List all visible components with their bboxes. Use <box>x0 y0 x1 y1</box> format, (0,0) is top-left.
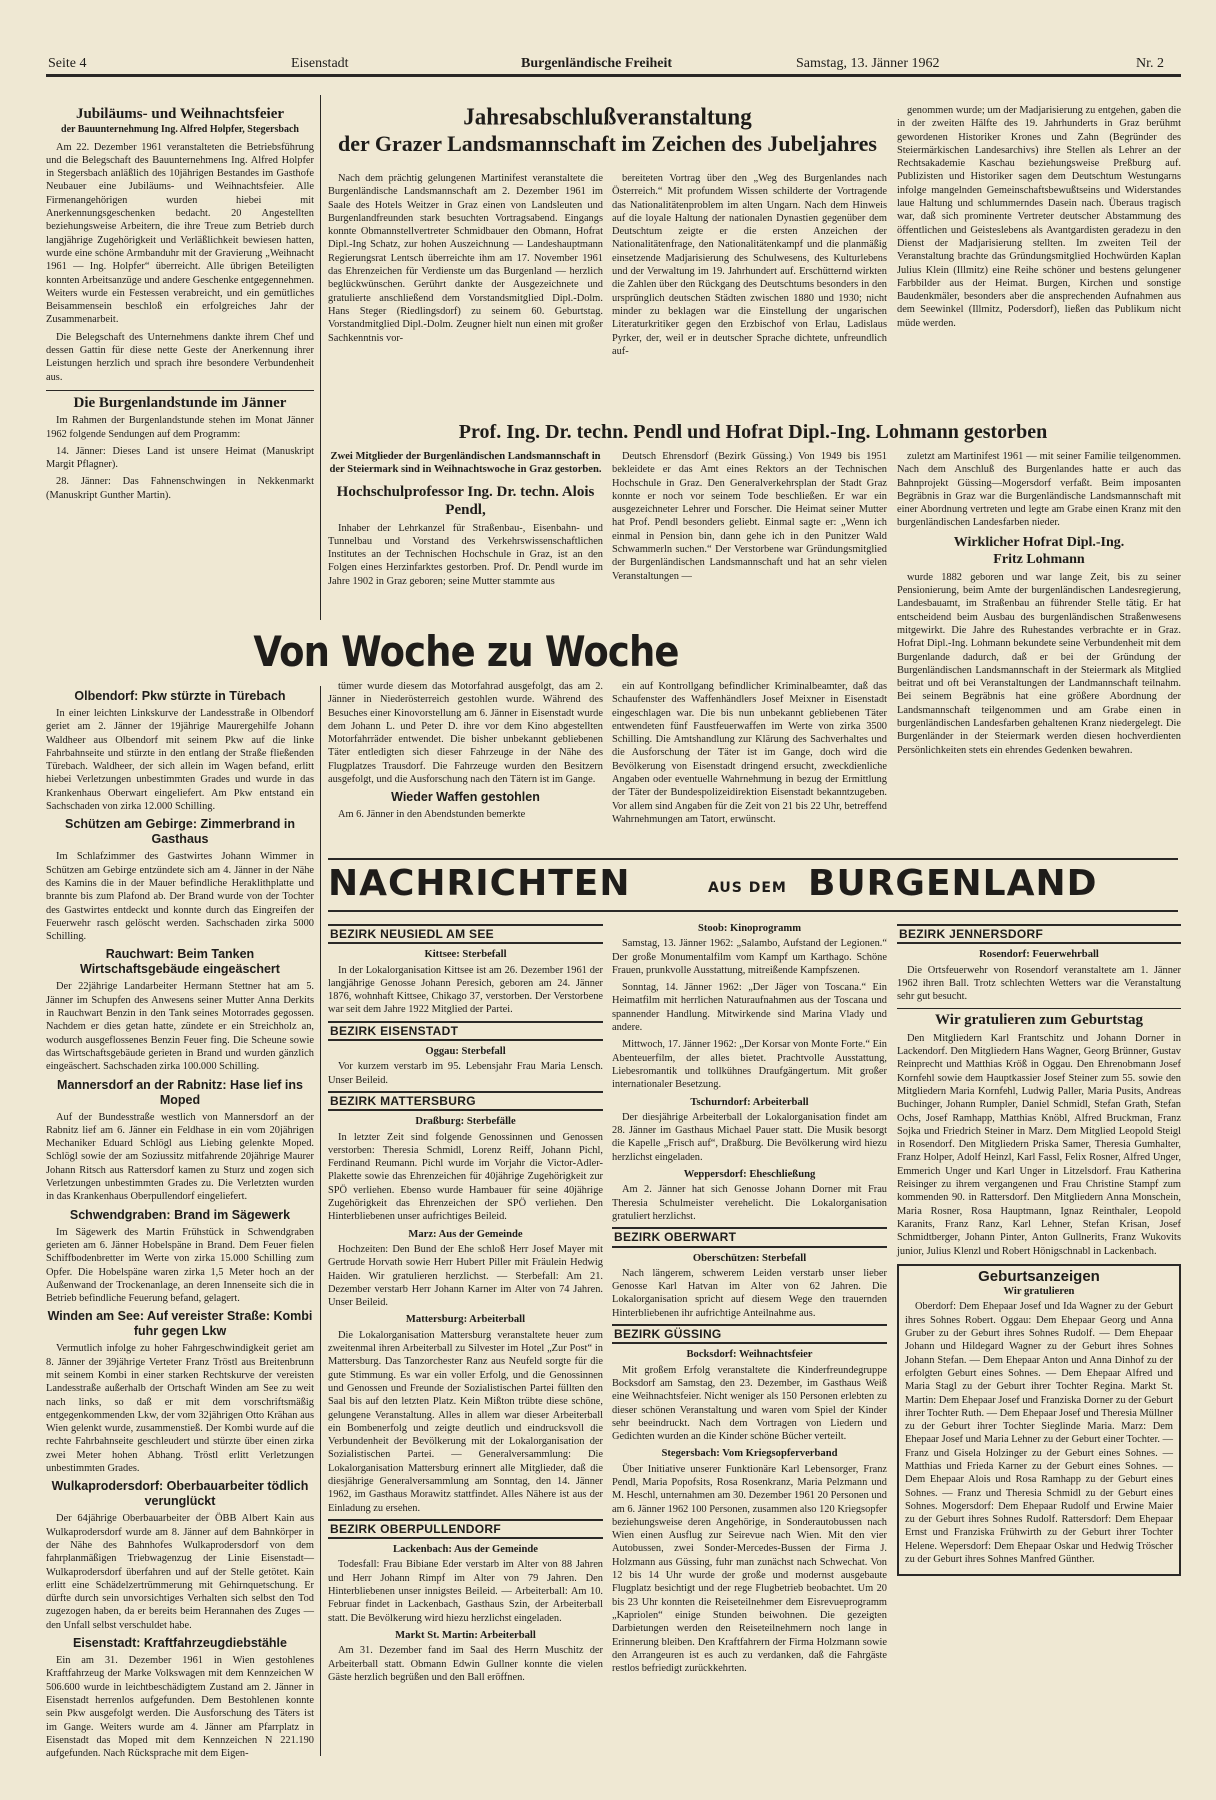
news-headline: Bocksdorf: Weihnachtsfeier <box>686 1349 813 1361</box>
news-text: Am 31. Dezember fand im Saal des Herrn Muschitz der Arbeiterball statt. Obmann Edwin Gullner konnte die vielen Gäste herzlich begrüßen und den Ball eröffnen. <box>328 1645 603 1683</box>
news-text: Oberdorf: Dem Ehepaar Josef und Ida Wagner zu der Geburt ihres Sohnes Robert. Oggau: Dem Ehepaar Georg und Anna Gruber zu der Geburt ihres Sohnes Rudolf. — Dem Ehepaar Johann und Hildegard Wagner zu der Geburt ihres Sohnes Johann Stefan. — Dem Ehepaar Anton und Anna Dinhof zu der erfolgten Geburt eines Sohnes. — Dem Ehepaar Alfred und Maria Stagl zu der Geburt ihrer Tochter Regina. Markt St. Martin: Dem Ehepaar Josef und Franziska Dorner zu der Geburt ihrer Tochter Ruth. — Dem Ehepaar Josef und Theresia Müllner zu der Geburt ihrer Tochter Sieglinde Maria. Marz: Dem Ehepaar Josef und Maria Lehner zu der Geburt einer Tochter. — Franz und Gisela Holzinger zu der Geburt eines Sohnes. — Matthias und Frieda Karner zu der Geburt eines Sohnes. — Dem Ehepaar Alois und Rosa Ramhapp zu der Geburt eines Sohnes. — Franz und Theresia Schmidl zu der Geburt eines Sohnes. Mogersdorf: Dem Ehepaar Rudolf und Erwine Maier zu der Geburt ihres Sohnes Rudolf. Rattersdorf: Dem Ehepaar Ernst und Franziska Frühwirth zu der Geburt ihrer Tochter Helene. Wepersdorf: Dem Ehepaar Oskar und Hedwig Tröscher zu der Geburt ihres Sohnes Manfred Günther. <box>905 1301 1173 1566</box>
news-text: Vermutlich infolge zu hoher Fahrgeschwindigkeit geriet am 8. Jänner der 39jährige Verteter Franz Tröstl aus Breitenbrunn mit seinem Kombi in einer starken Rechtskurve der vereisten Landesstraße außerhalb der Ortschaft Winden am See zu weit nach links, so daß er mit dem vorschriftsmäßig entgegenkommenden Lkw, der vom 32jährigen Otto Krähan aus Wien gelenkt wurde, zusammenstieß. Der Kombi wurde auf die rechte Fahrbahnseite geschleudert und stürzte über einen zirka zwei Meter hohen Abhang. Tröstl erlitt Verletzungen unbestimmten Grades. <box>46 1343 314 1475</box>
divider <box>897 1008 1181 1009</box>
news-headline: Schwendgraben: Brand im Sägewerk <box>69 1207 291 1222</box>
news-text: In der Lokalorganisation Kittsee ist am 26. Dezember 1961 der langjährige Genosse Johann Peresich, geboren am 24. Jänner 1876, wohnhaft Kittsee, Chikago 37, verstorben. Der Verstorbene war seit dem Jahre 1922 Mitglied der Partei. <box>328 964 603 1016</box>
district-header: BEZIRK GÜSSING <box>612 1324 887 1344</box>
news-headline: Markt St. Martin: Arbeiterball <box>395 1629 536 1641</box>
news-text: Mittwoch, 17. Jänner 1962: „Der Korsar von Monte Forte.“ Ein Abenteuerfilm, der alles bietet. Prachtvolle Ausstattung, Liebesromantik und tollkühnes Draufgängertum. Mit großer internationaler Besetzung. <box>612 1039 887 1091</box>
section-banner-nachrichten <box>328 858 1178 912</box>
headline-pendl: Prof. Ing. Dr. techn. Pendl und Hofrat Dipl.-Ing. Lohmann gestorben <box>458 421 1048 443</box>
district-header: BEZIRK OBERWART <box>612 1227 887 1247</box>
news-headline: Draßburg: Sterbefälle <box>415 1116 516 1128</box>
article-subhead: Fritz Lohmann <box>993 551 1085 567</box>
news-headline: Mannersdorf an der Rabnitz: Hase lief ins Moped <box>57 1077 303 1107</box>
article-column <box>897 104 1181 334</box>
article-paragraph: 28. Jänner: Das Fahnenschwingen in Nekkenmarkt (Manuskript Gunther Martin). <box>46 476 314 501</box>
district-header: BEZIRK NEUSIEDL AM SEE <box>328 924 603 944</box>
box-title: Geburtsanzeigen <box>978 1267 1100 1285</box>
article-paragraph: Inhaber der Lehrkanzel für Straßenbau-, Eisenbahn- und Tunnelbau und Vorstand des Verkehrswissenschaftlichen Institutes an der Technischen Hochschule in Graz, ist an den Folgen eines Herzinfarktes gestorben. Prof. Dr. Pendl wurde im Jahre 1902 in Graz geboren; seine Mutter stammte aus <box>328 522 603 587</box>
column-divider <box>320 95 322 620</box>
district-header: BEZIRK JENNERSDORF <box>897 924 1181 944</box>
news-text: tümer wurde diesem das Motorfahrad ausgefolgt, das am 2. Jänner in Niederösterreich gestohlen wurde. Während des Besuches einer Kinovorstellung am 6. Jänner in Eisenstadt wurde dem Johann L. und Peter D. ihre vor dem Kino abgestellten Motorfahrräder entwendet. Die bisher unbekannt gebliebenen Täter entledigten sich dieser Fahrzeuge in der Nähe des Flugplatzes Trausdorf. Die Fahrzeuge wurden den Besitzern ausgefolgt, und die Ausforschung nach den Tätern ist im Gange. <box>328 681 603 786</box>
news-headline: Mattersburg: Arbeiterball <box>405 1314 526 1326</box>
section-title: Von Woche zu Woche <box>253 627 679 676</box>
woche-column-2 <box>328 680 603 826</box>
news-headline: Wieder Waffen gestohlen <box>391 790 540 805</box>
newspaper-name: Burgenländische Freiheit <box>521 56 673 71</box>
news-text: Samstag, 13. Jänner 1962: „Salambo, Aufstand der Legionen.“ Der große Monumentalfilm vom Kampf um Karthago. Schöne Frauen, prunkvolle Ausstattung, mitreißende Kampfszenen. <box>612 938 887 976</box>
headline-line-1: Jahresabschlußveranstaltung <box>463 103 752 130</box>
news-text: Über Initiative unserer Funktionäre Karl Lebensorger, Franz Pendl, Maria Popofsits, Rosa Rosenkranz, Maria Pelzmann und M. Heschl, unternahmen am 30. Dezember 1961 20 Personen und am 6. Jänner 1962 100 Personen, zusammen also 120 Kriegsopfer beziehungsweise deren Angehörige, in Sonderautobussen nach Wien einen Ausflug zur Seirevue nach Wien. Mit den vier Autobussen, zwei Sonder-Mercedes-Bussen der Firma J. Holzmann aus Güssing, fuhr man zunächst nach Schwechat. Von 12 bis 14 Uhr wurde der große und modernst ausgebaute Flugplatz besichtigt und der rege Flugbetrieb beobachtet. Um 20 bis 23 Uhr konnten die Reiseteilnehmer dem Eisrevueprogramm „Kapriolen“ einige Stunden beiwohnen. Die gezeigten Darbietungen werden den Reiseteilnehmern noch lange in Erinnerung bleiben. Den Kraftfahrern der Firma Holzmann sowie den Arrangeuren ist es auch zu verdanken, daß die Fahrgäste restlos befriedigt zurückkehrten. <box>612 1463 887 1675</box>
news-headline: Marz: Aus der Gemeinde <box>408 1228 523 1240</box>
article-jubilaeum <box>46 108 314 506</box>
news-headline: Rosendorf: Feuerwehrball <box>979 949 1099 961</box>
news-text: Der diesjährige Arbeiterball der Lokalorganisation findet am 28. Jänner im Gasthaus Michael Pauer statt. Die Musik besorgt die Kapelle „Frisch auf“, Draßburg. Die Bevölkerung wird hiezu herzlichst eingeladen. <box>612 1111 887 1163</box>
news-text: Todesfall: Frau Bibiane Eder verstarb im Alter von 88 Jahren und Herr Johann Rimpf im Alter von 79 Jahren. Den Hinterbliebenen unser innigstes Beileid. — Arbeiterball: Am 10. Februar findet in Lackenbach, Gasthaus Szin, der Arbeiterball statt. Die Bevölkerung wird hiezu herzlichst eingeladen. <box>328 1559 603 1624</box>
article-paragraph: Die Belegschaft des Unternehmens dankte ihrem Chef und dessen Gattin für diese nette Geste der Anerkennung ihrer Leistungen herzlich und sprach ihre besondere Verbundenheit aus. <box>46 331 314 383</box>
box-subtitle: Wir gratulieren <box>1003 1286 1075 1298</box>
banner-word-3: BURGENLAND <box>808 863 1098 904</box>
news-headline: Stoob: Kinoprogramm <box>697 923 802 934</box>
article-column <box>328 450 603 592</box>
section-banner-woche <box>46 624 886 680</box>
article-paragraph: wurde 1882 geboren und war lange Zeit, bis zu seiner Pensionierung, beim Amte der burgenländischen Landesregierung, Landesbauamt, im Straßenbau an führender Stelle tätig. Er hat entscheidend beim Ausbau des burgenländischen Straßenwesens mitgewirkt. Die Jahre des Ruhestandes verbrachte er in Graz. Hofrat Dipl.-Ing. Lohmann bekundete seine Verbundenheit mit dem Burgenlande dadurch, daß er bei der Gründung der Burgenländischen Landsmannschaft in der Steiermark als Mitglied beitrat und oft bei Veranstaltungen der Landmannschaft teilnahm. Bei seinem Begräbnis hat eine größere Abordnung der Landsmannschaft teilgenommen und am Grabe einen in burgenländischen Landesfarben gehaltenen Kranz niedergelegt. Die Burgenländer in der Steiermark werden diesen hochverdienten Persönlichkeiten stets ein ehrendes Gedenken bewahren. <box>897 571 1181 756</box>
article-paragraph: Nach dem prächtig gelungenen Martinifest veranstaltete die Burgenländische Landsmannschaft am 2. Dezember 1961 im Saale des Hotels Weitzer in Graz einen von Landsleuten und Burgenlandfreunden stark besuchten Vortragsabend. Eingangs konnte Obmannstellvertreter Schmidbauer den Obmann, Hofrat Dipl.-Ing Schatz, zur hohen Auszeichnung — Landeshauptmann Regierungsrat Lentsch überreichte ihm am 17. November 1961 das Ehrenzeichen für Verdienste um das Burgenland — herzlich beglückwünschen. Gerührt dankte der Ausgezeichnete und gratulierte anschließend dem Vorstandsmitglied Dipl.-Dolm. Hans Steger (Riedlingsdorf) zu seinem 60. Geburtstag. Vorstandmitglied Dipl.-Dolm. Zeugner hielt nun einen mit großer Sachkenntnis vor- <box>328 173 603 344</box>
nachrichten-column-3 <box>897 920 1181 1576</box>
divider <box>46 390 314 391</box>
article-paragraph: genommen wurde; um der Madjarisierung zu entgehen, gaben die in der zweiten Hälfte des 19. Jahrhunderts in Graz berühmt gewordenen Historiker Krones und Zahn (Begründer des Steiermärkischen Landesarchivs) ihre Stellen als Lehrer an der Rechtsakademie Kaschau beziehungsweise Preßburg auf. Publizisten und Historiker sagen dem Deutschtum Westungarns infolge mangelnden Gemeinschaftsbewußtseins und Widerstandes laue Haltung und schlummerndes Dasein nach. Überaus tragisch war, daß sich prominente Vertreter deutscher Abstammung des öffentlichen und Geisteslebens als Avantgardisten geradezu in den Dienst der Madjarisierung stellten. Im zweiten Teil der Veranstaltung brachte das Gründungsmitglied Hochwürden Kaplan Julius Klein (Illmitz) eine Reihe schöner und bestens gelungener Farbbilder aus der Heimat. Burgen, Kirchen und sonstige Baudenkmäler, besonders aber die ansprechenden Aufnahmen aus dem Seewinkel (Illmitz, Podersdorf), ließen das Publikum nicht müde werden. <box>897 105 1181 329</box>
banner-word-1: NACHRICHTEN <box>328 863 631 904</box>
article-subtitle: der Bauunternehmung Ing. Alfred Holpfer, Stegersbach <box>61 124 299 136</box>
nachrichten-column-2 <box>612 920 887 1679</box>
news-headline: Kittsee: Sterbefall <box>424 949 507 961</box>
article-title: Die Burgenlandstunde im Jänner <box>73 394 287 411</box>
news-text: Der 64jährige Oberbauarbeiter der ÖBB Albert Kain aus Wulkaprodersdorf wurde am 8. Jänner auf dem Bahnkörper in der Nähe des Bahnhofes Wulkaprodersdorf von dem fahrplanmäßigen Triebwagenzug der Linie Eisenstadt—Wulkaprodersdorf überfahren und auf der Stelle getötet. Kain erlitt eine Schädelzertrümmerung mit Gehirnquetschung. Er dürfte durch sein unvorsichtiges Verhalten sich selbst den Tod zugezogen haben, da er bereits beim Herannahen des Zuges — den Unfall selbst verschuldet habe. <box>46 1513 314 1631</box>
news-text: In letzter Zeit sind folgende Genossinnen und Genossen verstorben: Theresia Schmidl, Lorenz Reiff, Johann Pichl, Ferdinand Reumann. Pichl wurde im Vorjahr die Victor-Adler-Plakette sowie das Ehrenzeichen für 40jährige Zugehörigkeit zur SPÖ verliehen. Ebenso wurde Hambauer für seine 40jährige Zugehörigkeit das Ehrenzeichen der SPÖ verliehen. Den Hinterbliebenen unser aufrichtiges Beileid. <box>328 1131 603 1223</box>
article-column <box>612 172 887 362</box>
news-headline: Weppersdorf: Eheschließung <box>683 1169 816 1181</box>
news-text: Hochzeiten: Den Bund der Ehe schloß Herr Josef Mayer mit Gertrude Horvath sowie Herr Hubert Piller mit Fräulein Hedwig Haiden. Wir gratulieren herzlichst. — Sterbefall: Am 21. Dezember verstarb Herr Johann Karner im Alter von 74 Jahren. Unser Beileid. <box>328 1243 603 1309</box>
article-paragraph: Im Rahmen der Burgenlandstunde stehen im Monat Jänner 1962 folgende Sendungen auf dem Programm: <box>46 415 314 440</box>
news-text: Die Ortsfeuerwehr von Rosendorf veranstaltete am 1. Jänner 1962 ihren Ball. Trotz schlechten Wetters war die Veranstaltung sehr gut besucht. <box>897 964 1181 1003</box>
article-paragraph: zuletzt am Martinifest 1961 — mit seiner Familie teilgenommen. Nach dem Anschluß des Burgenlandes hatte er auch das Bahnprojekt Güssing—Mogersdorf verfaßt. Beim imposanten Begräbnis in Graz war die Burgenländische Landsmannschaft mit einer Abordnung vertreten und legte am Grabe einen Kranz mit den burgenländischen Landesfarben nieder. <box>897 451 1181 529</box>
news-text: Im Sägewerk des Martin Frühstück in Schwendgraben gerieten am 6. Jänner Hobelspäne in Brand. Dem Feuer fielen Schiffbodenbretter im Werte von zirka 15.000 Schilling zum Opfer. Die Hobelspäne waren zirka 1,5 Meter hoch an der Außenwand der Trockenanlage, an deren Innenseite sich die in Betrieb befindliche Feuerung befand, gelagert. <box>46 1226 314 1305</box>
news-text: Mit großem Erfolg veranstaltete die Kinderfreundegruppe Bocksdorf am Samstag, den 23. Dezember, im Gasthaus Weiß eine Weihnachtsfeier. Nicht weniger als 150 Personen erlebten zu dieser schönen Veranstaltung und waren vom Spiel der Kinder sehr beeindruckt. Nach dem Vortragen von Liedern und Gedichten wurden an die Kinder schöne Bücher verteilt. <box>612 1364 887 1443</box>
article-paragraph: Am 22. Dezember 1961 veranstalteten die Betriebsführung und die Belegschaft des Bauunternehmens Ing. Alfred Holpfer in Stegersbach anläßlich des 10jährigen Bestandes im Gasthofe Neubauer eine Jubiläums- und Weihnachtsfeier. Alle Firmenangehörigen wurden hiebei mit Anerkennungsgeschenken bedacht. 20 Angestellten beziehungsweise Arbeitern, die ihre Treue zum Betrieb durch langjährige Zugehörigkeit und Verläßlichkeit bewiesen hatten, wurde eine schöne Armbanduhr mit der Gravierung „Weihnacht 1961 — Ing. Holpfer“ überreicht. Alle übrigen Beteiligten konnten Arbeitsanzüge und andere Geschenke entgegennehmen. Weiters wurde ein Festessen verabreicht, und ein gemütliches Beisammensein beschloß ein erfolgreiches Jahr der Zusammenarbeit. <box>46 141 314 326</box>
article-title: Wir gratulieren zum Geburtstag <box>935 1012 1143 1029</box>
news-text: Auf der Bundesstraße westlich von Mannersdorf an der Rabnitz lief am 6. Jänner ein Feldhase in ein vom 20jährigen Mechaniker Eduard Schlögl aus Liebing gelenkte Moped. Schlögl sowie der am Soziussitz mitfahrende 20jährige Maurer Johann Ritsch aus Rattersdorf kamen zu Sturz und zogen sich Verletzungen unbestimmten Grades zu. Die Verletzten wurden in das Krankenhaus Oberpullendorf eingeliefert. <box>46 1111 314 1203</box>
news-text: Den Mitgliedern Karl Frantschitz und Johann Dorner in Lackendorf. Den Mitgliedern Hans Wagner, Georg Brünner, Gustav Reinprecht und Matthias Kröß in Oggau. Den Ehrenobmann Josef Kornfehl sowie dem Hauptkassier Josef Steiner zum 55. sowie den Mitgliedern Maria Kornfehl, Ludwig Paller, Maria Pusits, Andreas Buchinger, Johann Rumpler, Daniel Schmidl, Stefan Grath, Stefan Ochs, Josef Ramhapp, Matthias Knöbl, Alfred Bruckman, Franz Sojka und Friedrich Steiner in Marz. Dem Mitglied Leopold Steigl in Rosendorf. Den Mitgliedern Priska Samer, Theresia Gumhalter, Franz Holper, Adolf Heinzl, Karl Fassl, Felix Rosner, Alfred Unger, Emmerich Unger und Karl Unger in Litzelsdorf. Frau Katherina Reisinger zu ihrem vergangenen und Frau Christine Stampf zum kommenden 90. in Rattersdorf. Den Mitgliedern Anna Monschein, Maria Rosner, Rosa Hauptmann, Ignaz Reinthaler, Leopold Karanits, Franz Ranz, Karl Lehner, Stefan Krisan, Josef Schmidtberger, Johann Pinter, Anton Gullnerits, Franz Wukovits junior, Julius Klenzl und Robert Hönigschnabl in Lackenbach. <box>897 1032 1181 1257</box>
article-title: Jubiläums- und Weihnachtsfeier <box>75 106 285 122</box>
article-column <box>612 450 887 587</box>
page-number: Seite 4 <box>48 56 87 71</box>
news-headline: Winden am See: Auf vereister Straße: Kombi fuhr gegen Lkw <box>47 1309 313 1339</box>
news-text: Am 6. Jänner in den Abendstunden bemerkte <box>338 809 526 821</box>
news-text: Vor kurzem verstarb im 95. Lebensjahr Frau Maria Lensch. Unser Beileid. <box>328 1061 603 1086</box>
news-text: In einer leichten Linkskurve der Landesstraße in Olbendorf geriet am 2. Jänner der 19jährige Maurergehilfe Johann Waldheer aus Olbendorf mit seinem Pkw auf die linke Fahrbahnseite und stürzte in den entlang der Straße fließenden Türebach. Waldheer, der sich allein im Wagen befand, erlitt hiebei Verletzungen unbestimmten Grades und wurde in das Krankenhaus Oberwart eingeliefert. Am Pkw entstand ein Sachschaden von zirka 12.000 Schilling. <box>46 708 314 813</box>
column-divider <box>320 686 322 1756</box>
news-text: Ein am 31. Dezember 1961 in Wien gestohlenes Kraftfahrzeug der Marke Volkswagen mit dem Kennzeichen W 506.600 wurde in leichtbeschädigtem Zustand am 2. Jänner in Eisenstadt herrenlos aufgefunden. Dem Bestohlenen konnte sein Pkw ausgefolgt werden. Die Ausforschung des Täters ist im Gange. Weiters wurde am 4. Jänner am Pfarrplatz in Eisenstadt das Moped mit dem Kennzeichen N 221.190 aufgefunden. Nach Rücksprache mit dem Eigen- <box>46 1655 314 1760</box>
page-header <box>46 52 1181 77</box>
article-subhead: Wirklicher Hofrat Dipl.-Ing. <box>953 534 1125 550</box>
banner-word-2: AUS DEM <box>708 880 787 896</box>
article-column <box>328 172 603 349</box>
news-text: Nach längerem, schwerem Leiden verstarb unser lieber Genosse Karl Hatvan im Alter von 62 Jahren. Die Lokalorganisation spricht auf diesem Wege den trauernden Hinterbliebenen ihr aufrichtige Anteilnahme aus. <box>612 1267 887 1319</box>
article-paragraph: Deutsch Ehrensdorf (Bezirk Güssing.) Von 1949 bis 1951 bekleidete er das Amt eines Rektors an der Technischen Hochschule in Graz. Den Generalverkehrsplan der Stadt Graz konnte er noch vor seinem Tode beschließen. Er war ein ausgezeichneter Lehrer und Forscher. Die Heimat seiner Mutter hat Prof. Pendl besonders geliebt. Einmal sagte er: „Wenn ich einmal in Pension bin, dann gehe ich in den Punitzer Wald Schwammerln suchen.“ Der Verstorbene war Gründungsmitglied der Burgenländischen Landsmannschaft und hat an sehr vielen Veranstaltungen — <box>612 451 887 582</box>
headline-jahresabschluss <box>325 104 890 158</box>
district-header: BEZIRK OBERPULLENDORF <box>328 1519 603 1539</box>
news-headline: Oberschützen: Sterbefall <box>692 1252 807 1264</box>
article-subhead: Hochschulprofessor Ing. Dr. techn. Alois Pendl, <box>336 483 595 518</box>
news-text: ein auf Kontrollgang befindlicher Kriminalbeamter, daß das Schaufenster des Waffenhändlers Josef Meixner in Eisenstadt eingeschlagen war. Die bis nun unbekannt gebliebenen Täter entwendeten fünf Faustfeuerwaffen im Werte von zirka 3500 Schilling. Die Amtshandlung zur Klärung des Sachverhaltes und die Ausforschung der Täter ist im Gange, doch wird die Bevölkerung von Eisenstadt dringend ersucht, zweckdienliche Angaben oder eventuelle Wahrnehmung in bezug der Ermittlung der Täter der Bundespolizeidirektion Eisenstadt bekanntzugeben. Vor allem sind Angaben für die Zeit von 21 bis 22 Uhr, betreffend Wahrnehmungen am Tatort, erwünscht. <box>612 681 887 825</box>
article-paragraph: bereiteten Vortrag über den „Weg des Burgenlandes nach Österreich.“ Mit profundem Wissen schilderte der Vortragende das Nationalitätenproblem im alten Ungarn. Nach dem Hinweis auf die loyale Haltung der nationalen Dynastien gegenüber dem Deutschtum zeigte er die ersten Anzeichen der Nationalitätenfrage, den Nationalitätenkampf und die planmäßig einsetzende Madjarisierung des Schulwesens, des Kulturlebens und der Verwaltung im 19. Jahrhundert auf. Erschütternd wirkten die Zahlen über den Rückgang des Deutschtums besonders in den ursprünglich deutschen Städten zwischen 1880 und 1930; nicht minder zu beklagen war die Einstellung der ungarischen Literaturkritiker gegen den Erzbischof von Erlau, Ladislaus Pyrker, der, weil er in deutscher Sprache dichtete, unfreundlich auf- <box>612 173 887 357</box>
news-text: Der 22jährige Landarbeiter Hermann Stettner hat am 5. Jänner im Schupfen des Anwesens seiner Mutter Anna Derkits in Rauchwart Benzin in den Tank seines Motorrades gegossen. Nachdem er dies getan hatte, zündete er ein Streichholz an, wodurch ausgeflossenes Benzin Feuer fing. Die Scheune sowie das Wirtschaftsgebäude gerieten in Brand und wurden gänzlich eingeäschert. Sachschaden zirka 100.000 Schilling. <box>46 981 314 1073</box>
article-column <box>897 450 1181 761</box>
birth-announcements-box <box>897 1264 1181 1577</box>
news-text: Die Lokalorganisation Mattersburg veranstaltete heuer zum zweitenmal ihren Arbeiterball zu Silvester im Hotel „Zur Post“ in Mattersburg. Das Tanzorchester Ranz aus Neufeld sorgte für die gute Stimmung. Es war ein voller Erfolg, und die Genossinnen und Genossen und Freunde der Sozialistischen Partei füllten den Saal bis auf den letzten Platz. Kein Mißton trübte diese schöne, gelungene Veranstaltung. Alles in allem war dieser Arbeiterball ein Bombenerfolg und zeigte deutlich und eindrucksvoll die Verbundenheit der Bevölkerung mit der Lokalorganisation der Sozialistischen Partei. — Generalversammlung: Die Lokalorganisation Mattersburg erinnert alle Mitglieder, daß die diesjährige Generalversammlung am Sonntag, den 14. Jänner 1962, im Gasthaus Morawitz stattfindet. Alles Nähere ist aus der Einladung zu ersehen. <box>328 1329 603 1514</box>
news-headline: Lackenbach: Aus der Gemeinde <box>393 1544 538 1556</box>
woche-column-3 <box>612 680 887 830</box>
header-city: Eisenstadt <box>291 56 349 71</box>
district-header: BEZIRK MATTERSBURG <box>328 1091 603 1111</box>
news-text: Im Schlafzimmer des Gastwirtes Johann Wimmer in Schützen am Gebirge entzündete sich am 4. Jänner in der Nähe des Kamins die in der Mauer befindliche Heraklithplatte und brannte bis zum Plafond ab. Der Brand wurde von der Tochter des Gastwirtes entdeckt und konnte durch das Eingreifen der Feuerwehr rasch gelöscht werden. Sachschaden zirka 5000 Schilling. <box>46 851 314 943</box>
news-headline: Olbendorf: Pkw stürzte in Türebach <box>74 689 286 703</box>
news-headline: Wulkaprodersdorf: Oberbauarbeiter tödlich verunglückt <box>51 1479 309 1509</box>
news-headline: Stegersbach: Vom Kriegsopferverband <box>661 1448 838 1460</box>
news-headline: Tschurndorf: Arbeiterball <box>690 1096 809 1108</box>
news-headline: Oggau: Sterbefall <box>425 1046 506 1058</box>
news-text: Sonntag, 14. Jänner 1962: „Der Jäger von Toscana.“ Ein Heimatfilm mit herrlichen Naturaufnahmen aus der Toscana und spannender Handlung. Mitwirkende sind Marina Vlady und andere. <box>612 982 887 1034</box>
woche-column-1 <box>46 686 314 1764</box>
nachrichten-column-1 <box>328 920 603 1688</box>
article-lead: Zwei Mitglieder der Burgenländischen Landsmannschaft in der Steiermark sind in Weihnachtswoche in Graz gestorben. <box>329 451 602 476</box>
news-headline: Eisenstadt: Kraftfahrzeugdiebstähle <box>73 1636 287 1651</box>
headline-line-2: der Grazer Landsmannschaft im Zeichen des Jubeljahres <box>337 131 877 156</box>
article-paragraph: 14. Jänner: Dieses Land ist unsere Heimat (Manuskript Margit Pflagner). <box>46 445 314 471</box>
news-headline: Schützen am Gebirge: Zimmerbrand in Gasthaus <box>65 817 295 847</box>
district-header: BEZIRK EISENSTADT <box>328 1021 603 1041</box>
news-headline: Rauchwart: Beim Tanken Wirtschaftsgebäude eingeäschert <box>80 947 280 977</box>
news-text: Am 2. Jänner hat sich Genosse Johann Dorner mit Frau Theresia Schulmeister verehelicht. Die Lokalorganisation gratuliert herzlichst. <box>612 1184 887 1222</box>
issue-number: Nr. 2 <box>1136 56 1164 71</box>
issue-date: Samstag, 13. Jänner 1962 <box>796 56 940 71</box>
